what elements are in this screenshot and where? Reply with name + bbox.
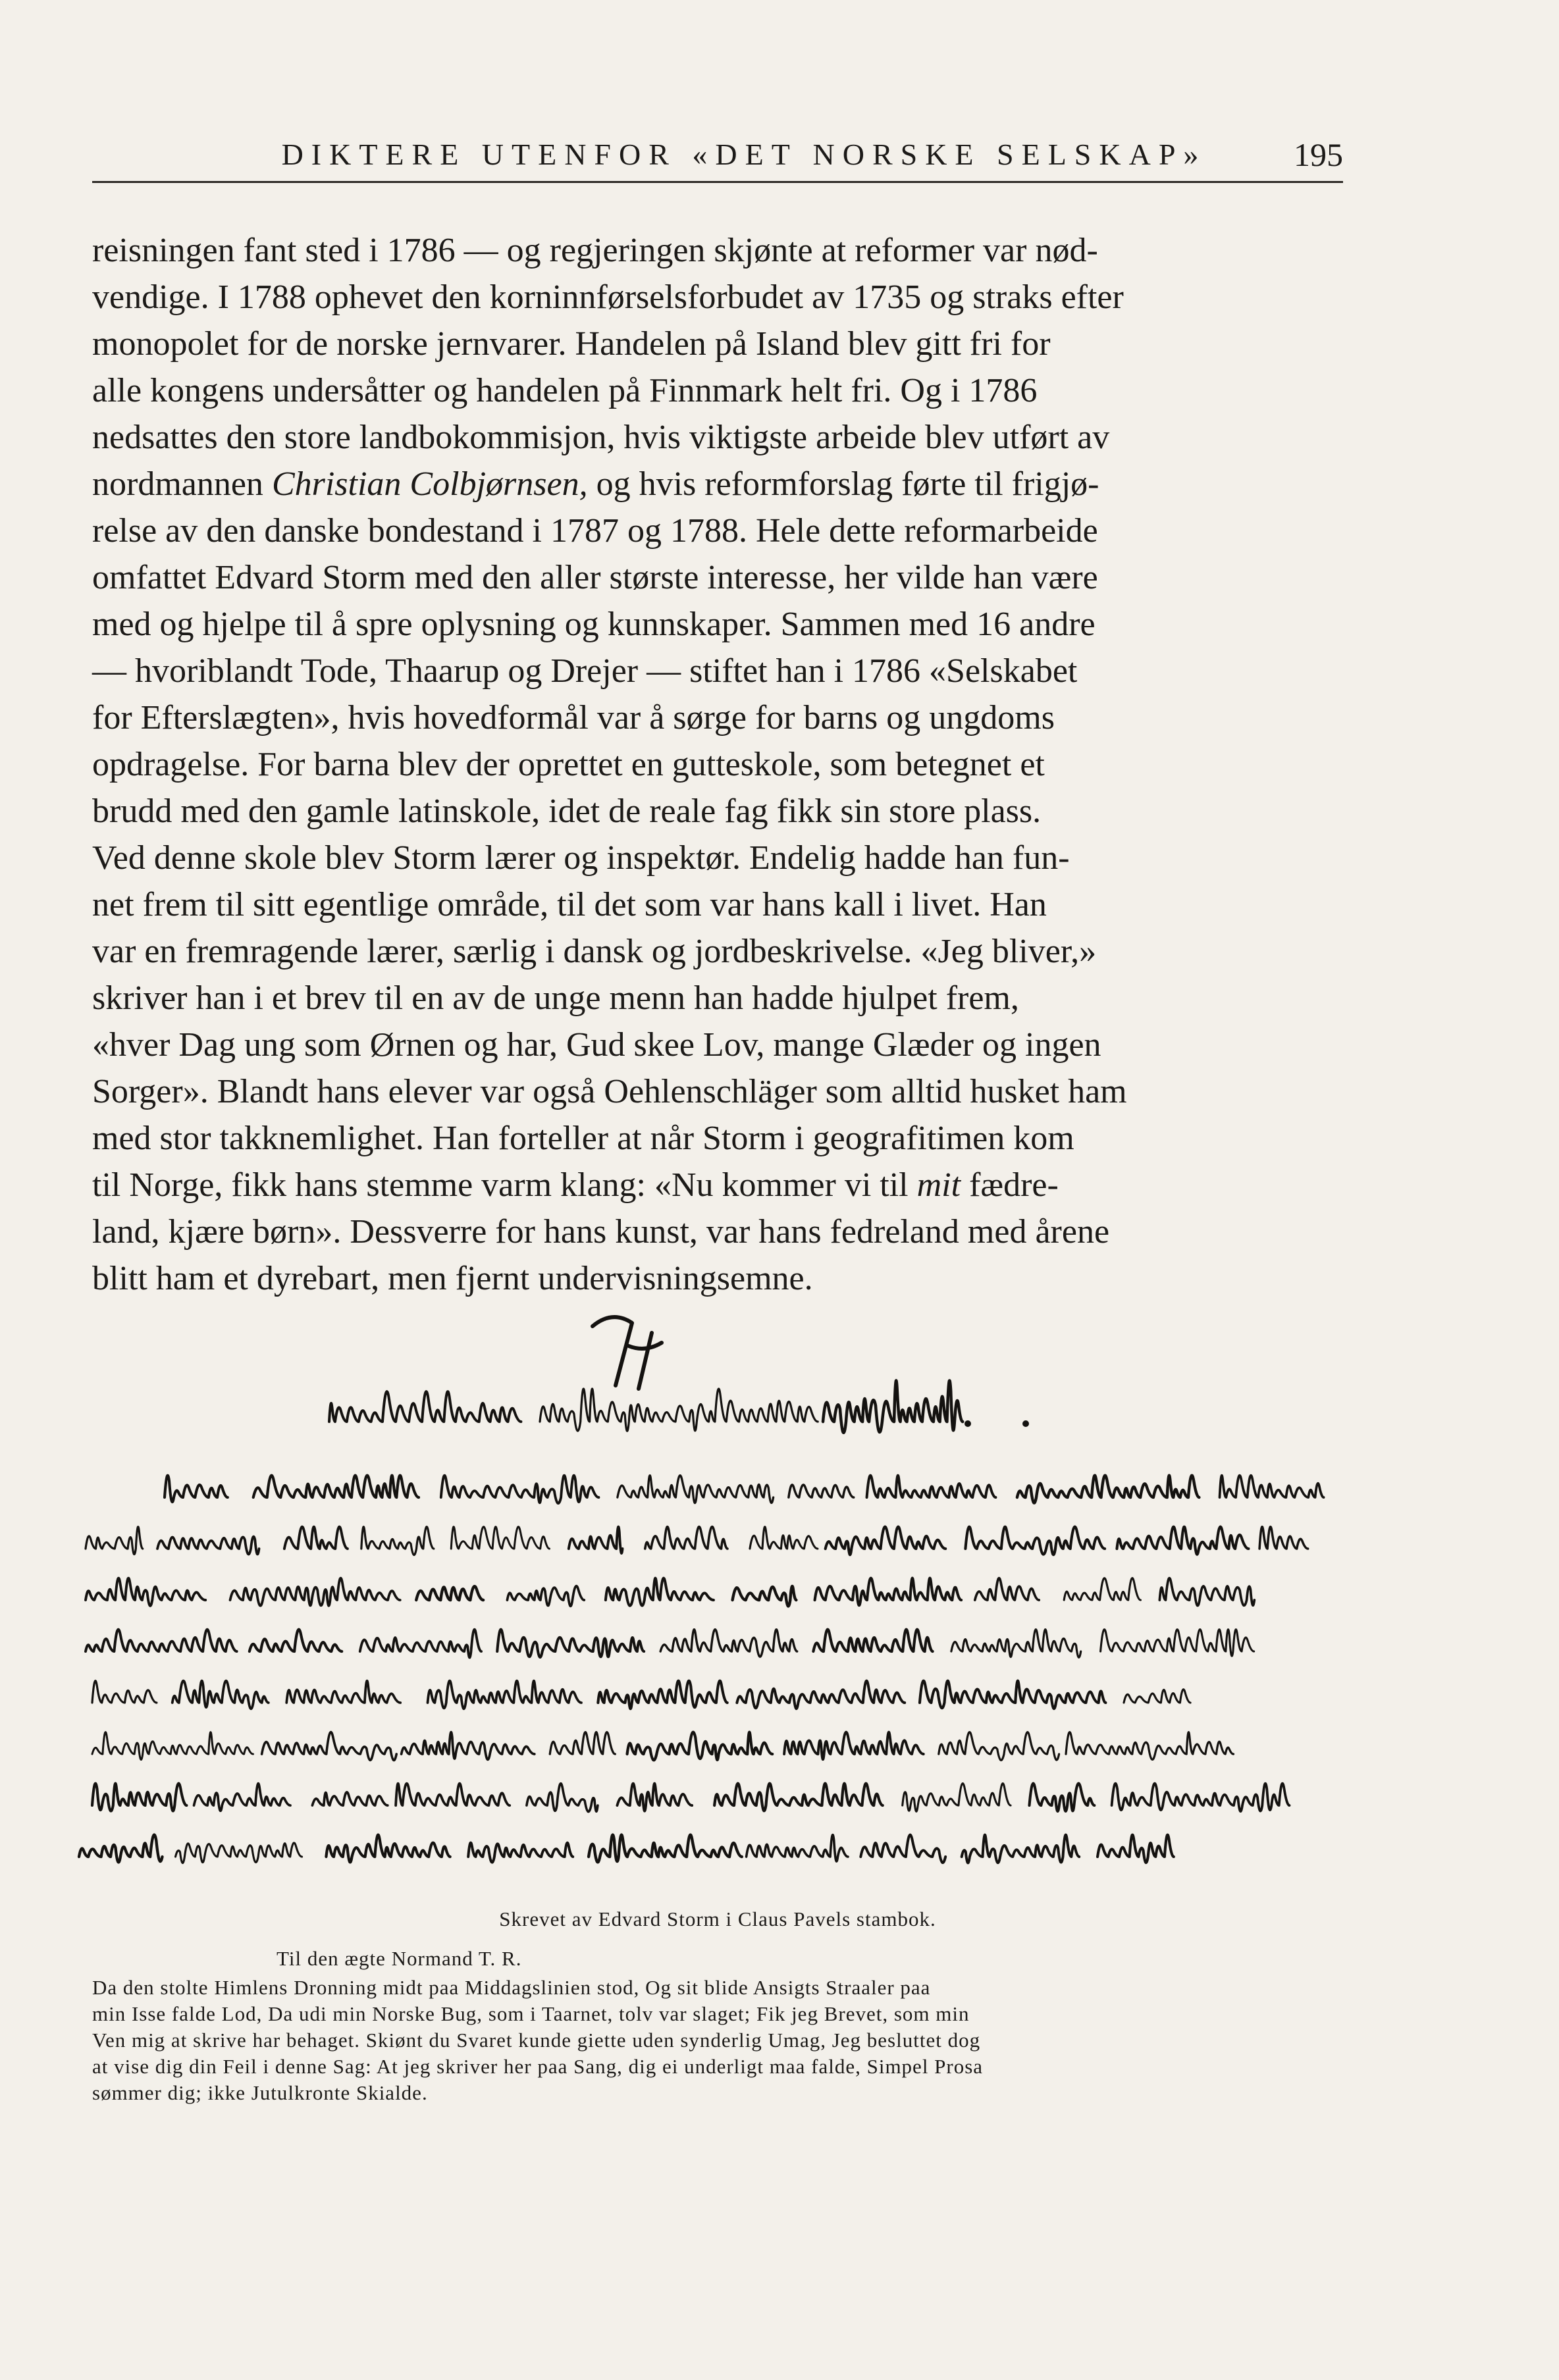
handwriting-stroke <box>1117 1527 1248 1555</box>
italic-emphasis: mit <box>916 1166 961 1204</box>
handwriting-stroke <box>329 1391 521 1422</box>
handwriting-stroke <box>540 1389 818 1431</box>
handwriting-stroke <box>860 1835 945 1863</box>
manuscript-line <box>92 1732 1234 1761</box>
handwriting-stroke <box>784 1732 924 1759</box>
handwriting-stroke <box>416 1586 483 1600</box>
handwriting-stroke <box>750 1527 818 1549</box>
handwriting-stroke <box>312 1792 387 1805</box>
handwriting-stroke <box>157 1537 259 1555</box>
handwriting-stroke <box>645 1527 727 1549</box>
handwriting-stroke <box>1101 1630 1254 1656</box>
handwriting-stroke <box>230 1578 400 1606</box>
body-line: omfattet Edvard Storm med den aller største interesse, her vilde han være <box>92 559 1098 596</box>
handwriting-stroke <box>975 1578 1039 1600</box>
body-line: med stor takknemlighet. Han forteller at når Storm i geografitimen kom <box>92 1120 1074 1157</box>
manuscript-line <box>86 1630 1254 1658</box>
handwriting-stroke <box>92 1681 157 1703</box>
handwriting-stroke <box>428 1681 581 1709</box>
ink-dot <box>1022 1420 1029 1427</box>
body-line: «hver Dag ung som Ørnen og har, Gud skee Lov, mange Glæder og ingen <box>92 1026 1101 1064</box>
handwriting-stroke <box>789 1485 854 1497</box>
handwriting-stroke <box>165 1476 228 1502</box>
handwriting-stroke <box>1159 1578 1254 1606</box>
handwriting-stroke <box>253 1476 419 1497</box>
heading-til-glyph <box>593 1317 662 1389</box>
handwriting-stroke <box>747 1835 848 1861</box>
handwriting-stroke <box>962 1835 1080 1863</box>
handwriting-stroke <box>939 1732 1059 1761</box>
heading-den-aegte-normand <box>329 1381 963 1433</box>
body-line: Ved denne skole blev Storm lærer og inspektør. Endelig hadde han fun- <box>92 839 1070 877</box>
body-text-span: og hvis reformforslag førte til frigjø- <box>587 465 1099 503</box>
handwriting-stroke <box>527 1784 598 1812</box>
transcription-title: Til den ægte Normand T. R. <box>277 1947 522 1970</box>
body-line: brudd med den gamle latinskole, idet de reale fag fikk sin store plass. <box>92 792 1042 830</box>
handwriting-stroke <box>441 1476 599 1503</box>
handwriting-stroke <box>86 1630 237 1651</box>
handwriting-stroke <box>172 1681 269 1709</box>
handwriting-stroke <box>965 1527 1105 1555</box>
handwriting-stroke <box>813 1630 932 1651</box>
handwriting-stroke <box>79 1835 163 1863</box>
handwriting-stroke <box>86 1527 143 1555</box>
handwriting-stroke <box>737 1681 905 1709</box>
handwriting-stroke <box>903 1784 1011 1812</box>
handwriting-stroke <box>550 1732 615 1754</box>
handwriting-stroke <box>86 1578 205 1606</box>
handwriting-stroke <box>1097 1835 1174 1863</box>
handwriting-stroke <box>92 1732 253 1760</box>
handwriting-stroke <box>507 1586 584 1607</box>
handwritten-poem-image <box>66 1306 1383 1899</box>
body-line: net frem til sitt egentlige område, til det som var hans kall i livet. Han <box>92 886 1047 923</box>
handwriting-stroke <box>360 1630 481 1658</box>
body-line: var en fremragende lærer, særlig i dansk og jordbeskrivelse. «Jeg bliver,» <box>92 933 1097 970</box>
italic-emphasis: Christian Colbjørnsen, <box>271 465 588 503</box>
body-line <box>92 461 1343 507</box>
handwriting-stroke <box>815 1578 962 1605</box>
handwriting-stroke <box>1029 1784 1094 1811</box>
manuscript-line <box>92 1681 1190 1709</box>
body-line: vendige. I 1788 ophevet den korninnførselsforbudet av 1735 og straks efter <box>92 278 1124 316</box>
transcription-line: at vise dig din Feil i denne Sag: At jeg skriver her paa Sang, dig ei underligt maa falde, Simpel Prosa <box>92 2055 984 2078</box>
page-number: 195 <box>1294 136 1343 173</box>
body-line: skriver han i et brev til en av de unge menn han hadde hjulpet frem, <box>92 979 1019 1017</box>
body-line: opdragelse. For barna blev der oprettet en gutteskole, som betegnet et <box>92 746 1045 783</box>
body-text <box>92 227 1343 1302</box>
handwriting-stroke <box>598 1681 727 1709</box>
handwriting-stroke <box>92 1784 186 1811</box>
handwriting-stroke <box>361 1527 434 1555</box>
handwriting-stroke <box>1017 1476 1199 1503</box>
transcription-line: Da den stolte Himlens Dronning midt paa Middagslinien stod, Og sit blide Ansigts Straaler paa <box>92 1976 931 1999</box>
handwriting-stroke <box>660 1630 797 1657</box>
transcription-line: sømmer dig; ikke Jutulkronte Skialde. <box>92 2081 428 2104</box>
handwriting-stroke <box>262 1732 397 1761</box>
handwriting-stroke <box>1220 1476 1324 1497</box>
body-line: land, kjære børn». Dessverre for hans kunst, var hans fedreland med årene <box>92 1213 1110 1251</box>
manuscript-facsimile <box>66 1306 1383 1899</box>
handwriting-stroke <box>1124 1690 1190 1703</box>
transcription-text <box>92 1975 1343 2106</box>
facsimile-caption: Skrevet av Edvard Storm i Claus Pavels stambok. <box>499 1907 936 1930</box>
body-line: for Efterslægten», hvis hovedformål var å sørge for barns og ungdoms <box>92 699 1055 737</box>
body-line: med og hjelpe til å spre oplysning og kunnskaper. Sammen med 16 andre <box>92 606 1096 643</box>
manuscript-line <box>86 1527 1308 1555</box>
body-line: monopolet for de norske jernvarer. Handelen på Island blev gitt fri for <box>92 325 1051 363</box>
handwriting-stroke <box>618 1476 774 1503</box>
body-line: blitt ham et dyrebart, men fjernt undervisningsemne. <box>92 1260 813 1297</box>
handwriting-stroke <box>589 1835 742 1863</box>
manuscript-line <box>79 1835 1174 1863</box>
running-header <box>92 135 1343 183</box>
handwriting-stroke <box>606 1578 714 1606</box>
handwriting-stroke <box>867 1476 996 1497</box>
handwriting-stroke <box>468 1843 573 1863</box>
handwriting-stroke <box>326 1835 450 1863</box>
handwriting-stroke <box>402 1732 535 1760</box>
body-line: alle kongens undersåtter og handelen på Finnmark helt fri. Og i 1786 <box>92 372 1038 409</box>
handwriting-stroke <box>714 1784 883 1811</box>
handwriting-stroke <box>951 1630 1081 1658</box>
handwriting-stroke <box>627 1732 773 1761</box>
body-line: reisningen fant sted i 1786 — og regjeringen skjønte at reformer var nød- <box>92 232 1098 269</box>
handwriting-stroke <box>1112 1784 1290 1811</box>
transcription-line: min Isse falde Lod, Da udi min Norske Bug, som i Taarnet, tolv var slaget; Fik jeg Brevet, som min <box>92 2002 970 2025</box>
handwriting-stroke <box>826 1527 946 1555</box>
manuscript-line <box>86 1578 1254 1607</box>
handwriting-stroke <box>733 1586 797 1606</box>
body-text-span: fædre- <box>961 1166 1059 1204</box>
handwriting-stroke <box>286 1681 400 1703</box>
handwriting-stroke <box>497 1630 644 1657</box>
handwriting-stroke <box>396 1784 510 1805</box>
handwriting-stroke <box>569 1527 623 1553</box>
handwriting-stroke <box>1259 1527 1308 1549</box>
handwriting-stroke <box>1066 1732 1233 1760</box>
body-line: nedsattes den store landbokommisjon, hvis viktigste arbeide blev utført av <box>92 419 1110 456</box>
handwriting-stroke <box>823 1381 963 1433</box>
body-line: Sorger». Blandt hans elever var også Oehlenschläger som alltid husket ham <box>92 1073 1127 1110</box>
body-line: relse av den danske bondestand i 1787 og 1788. Hele dette reformarbeide <box>92 512 1098 550</box>
handwriting-stroke <box>617 1784 692 1811</box>
manuscript-line <box>92 1784 1290 1812</box>
handwriting-stroke <box>284 1527 348 1549</box>
body-line: — hvoriblandt Tode, Thaarup og Drejer — stiftet han i 1786 «Selskabet <box>92 652 1078 690</box>
handwriting-stroke <box>250 1630 342 1651</box>
handwriting-stroke <box>194 1784 290 1811</box>
transcription-line: Ven mig at skrive har behaget. Skiønt du Svaret kunde giette uden synderlig Umag, Jeg besluttet dog <box>92 2029 981 2052</box>
body-text-span: til Norge, fikk hans stemme varm klang: «Nu kommer vi til <box>92 1166 917 1204</box>
handwriting-stroke <box>176 1843 302 1863</box>
ink-dot <box>964 1420 971 1427</box>
handwriting-stroke <box>1064 1578 1140 1600</box>
handwriting-stroke <box>451 1527 549 1549</box>
handwriting-stroke <box>920 1681 1105 1709</box>
manuscript-line <box>165 1476 1324 1503</box>
running-title: DIKTERE UTENFOR «DET NORSKE SELSKAP» <box>281 138 1207 171</box>
body-line <box>92 1162 1343 1208</box>
body-text-span: nordmannen <box>92 465 272 503</box>
